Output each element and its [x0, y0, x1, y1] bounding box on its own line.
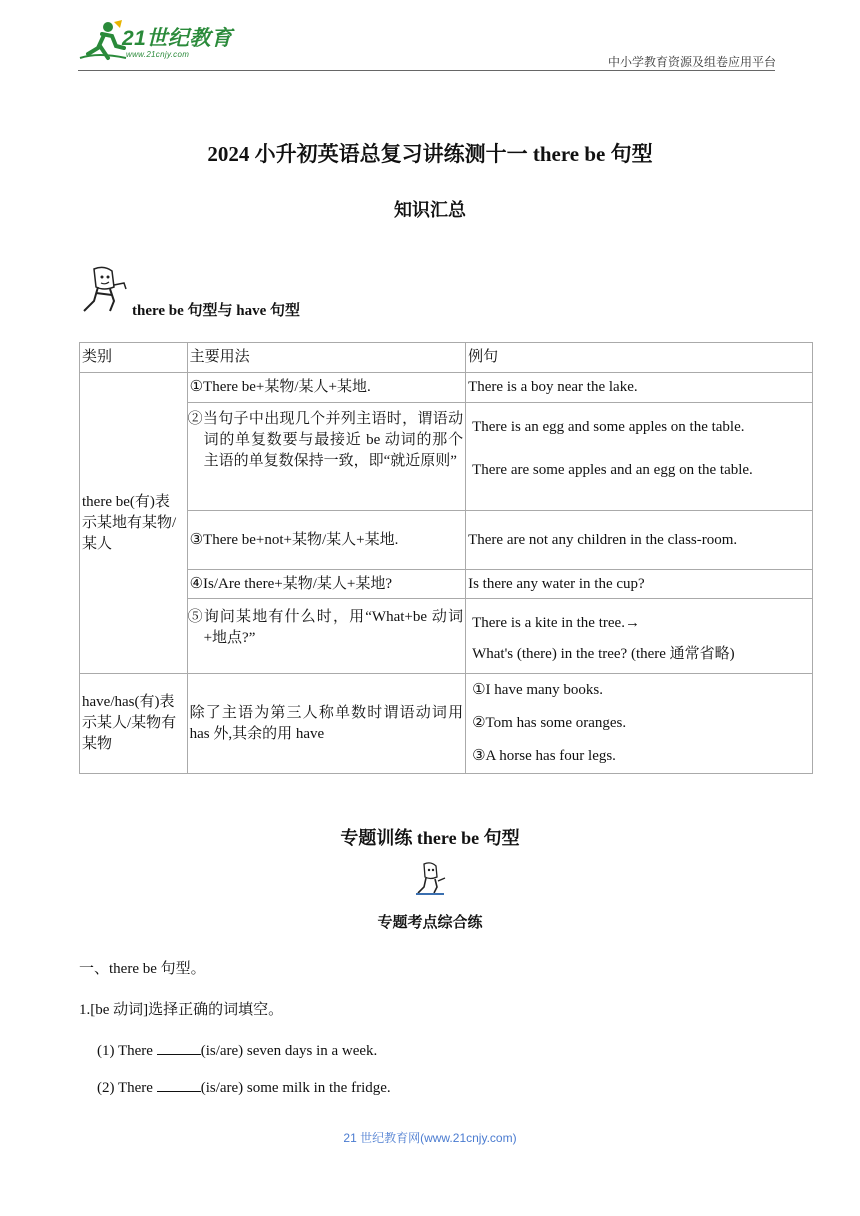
example-cell: [466, 570, 813, 599]
exercise-section-heading: 一、there be 句型。: [79, 961, 206, 977]
answer-blank[interactable]: [157, 1040, 201, 1055]
example-sentence: ③A horse has four legs.: [472, 748, 616, 764]
example-sentence: There is a boy near the lake.: [468, 379, 638, 395]
usage-cell: ⑤询问某地有什么时，用“What+be 动词+地点?”: [187, 599, 466, 674]
category-cell: there be(有)表示某地有某物/某人: [80, 373, 188, 674]
table-header-cell: 主要用法: [187, 343, 466, 373]
example-cell: [466, 511, 813, 570]
example-sentence: There is a kite in the tree.→: [472, 615, 640, 631]
table-header-cell: 类别: [80, 343, 188, 373]
example-sentence: There is an egg and some apples on the table.: [472, 419, 745, 435]
answer-blank[interactable]: [157, 1077, 201, 1092]
table-header-cell: 例句: [466, 343, 813, 373]
example-sentence: What's (there) in the tree? (there 通常省略): [472, 646, 735, 662]
example-cell: [466, 403, 813, 511]
table-row: [80, 674, 813, 774]
example-sentence: There are some apples and an egg on the table.: [472, 462, 753, 478]
usage-cell: ③There be+not+某物/某人+某地.: [187, 511, 466, 570]
exercise-question: 1.[be 动词]选择正确的词填空。: [79, 1002, 284, 1018]
page-footer: 21 世纪教育网(www.21cnjy.com): [343, 1131, 517, 1145]
cartoon-figure-icon: [80, 265, 130, 313]
example-sentence: Is there any water in the cup?: [468, 575, 645, 592]
exercise-item-suffix: (is/are) some milk in the fridge.: [200, 1080, 391, 1096]
topic-subtitle: 专题考点综合练: [377, 915, 483, 931]
example-sentence: ②Tom has some oranges.: [472, 715, 627, 731]
logo-text: 21世纪教育: [122, 27, 233, 50]
example-cell: [466, 599, 813, 674]
topic-title: 专题训练 there be 句型: [340, 828, 520, 848]
table-header-row: [80, 343, 813, 373]
grammar-table: [79, 342, 813, 774]
usage-cell: ①There be+某物/某人+某地.: [187, 373, 466, 403]
table-row: [80, 570, 813, 599]
table-row: [80, 403, 813, 511]
header-divider: [78, 70, 775, 71]
example-sentence: There are not any children in the class-room.: [468, 531, 738, 548]
table-row: [80, 599, 813, 674]
section-heading: there be 句型与 have 句型: [132, 303, 301, 319]
table-row: [80, 373, 813, 403]
runner-icon: [78, 18, 128, 64]
header-platform-text: 中小学教育资源及组卷应用平台: [607, 55, 776, 69]
exercise-item: [97, 1040, 377, 1060]
exercise-item-prefix: (2) There: [97, 1080, 157, 1096]
exercise-item-suffix: (is/are) seven days in a week.: [200, 1043, 378, 1059]
logo-url: www.21cnjy.com: [126, 50, 190, 59]
example-cell: [466, 674, 813, 774]
example-sentence: ①I have many books.: [472, 682, 604, 698]
category-cell: have/has(有)表示某人/某物有某物: [80, 674, 188, 774]
cartoon-figure-icon: [412, 861, 448, 897]
usage-cell: ④Is/Are there+某物/某人+某地?: [187, 570, 466, 599]
page-title: 2024 小升初英语总复习讲练测十一 there be 句型: [207, 142, 653, 166]
example-cell: [466, 373, 813, 403]
usage-cell: 除了主语为第三人称单数时谓语动词用 has 外,其余的用 have: [187, 674, 466, 774]
exercise-item: [97, 1077, 391, 1097]
usage-cell: ②当句子中出现几个并列主语时，谓语动词的单复数要与最接近 be 动词的那个主语的单复数保持一致，即“就近原则”: [187, 403, 466, 511]
page-subtitle: 知识汇总: [394, 200, 466, 220]
table-row: [80, 511, 813, 570]
exercise-item-prefix: (1) There: [97, 1043, 157, 1059]
